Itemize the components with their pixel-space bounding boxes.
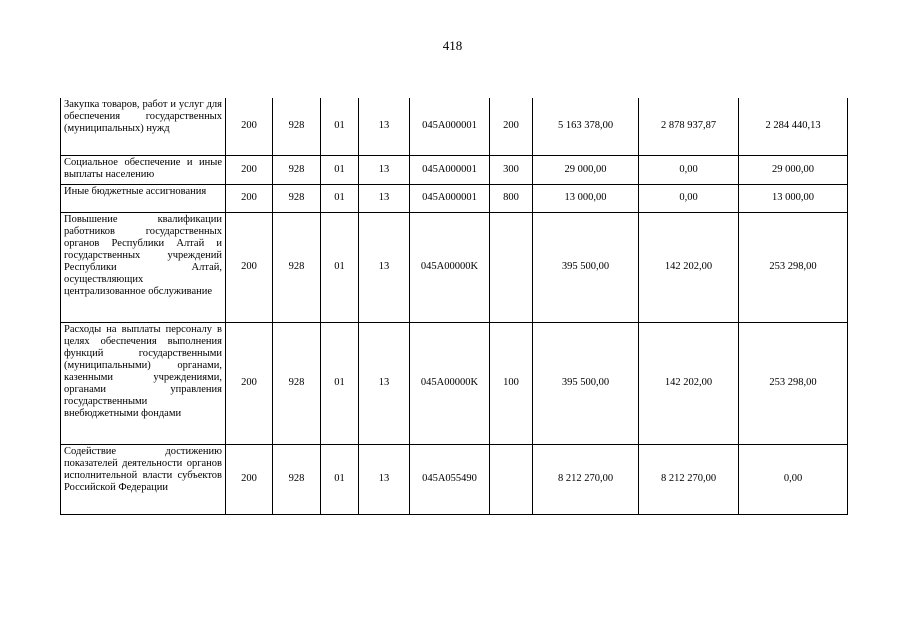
section-code: 01 [321, 98, 359, 155]
page-number: 418 [442, 38, 463, 53]
section-code: 01 [321, 444, 359, 514]
sum-executed: 2 878 937,87 [639, 98, 739, 155]
sum-total: 5 163 378,00 [533, 98, 639, 155]
admin-code: 928 [273, 184, 321, 212]
admin-code: 928 [273, 322, 321, 444]
ministry-code: 200 [226, 212, 273, 322]
expense-type [490, 212, 533, 322]
ministry-code: 200 [226, 184, 273, 212]
table-row [61, 155, 848, 184]
sum-remaining: 0,00 [739, 444, 848, 514]
ministry-code: 200 [226, 98, 273, 155]
subsection-code: 13 [359, 98, 410, 155]
section-code: 01 [321, 184, 359, 212]
sum-remaining: 253 298,00 [739, 322, 848, 444]
section-code: 01 [321, 212, 359, 322]
expense-type: 200 [490, 98, 533, 155]
sum-total: 395 500,00 [533, 322, 639, 444]
ministry-code: 200 [226, 322, 273, 444]
row-name: Социальное обеспечение и иные выплаты населению [61, 155, 226, 184]
sum-total: 29 000,00 [533, 155, 639, 184]
subsection-code: 13 [359, 184, 410, 212]
sum-executed: 142 202,00 [639, 212, 739, 322]
sum-total: 13 000,00 [533, 184, 639, 212]
row-name: Повышение квалификации работников государственных органов Республики Алтай и государственных учреждений Республики Алтай, осуществляющих централизованное обслуживание [61, 212, 226, 322]
sum-executed: 0,00 [639, 184, 739, 212]
row-name: Иные бюджетные ассигнования [61, 184, 226, 212]
table-row [61, 444, 848, 514]
admin-code: 928 [273, 98, 321, 155]
section-code: 01 [321, 155, 359, 184]
expense-type: 800 [490, 184, 533, 212]
subsection-code: 13 [359, 155, 410, 184]
table-row [61, 98, 848, 155]
sum-remaining: 253 298,00 [739, 212, 848, 322]
ministry-code: 200 [226, 155, 273, 184]
sum-executed: 8 212 270,00 [639, 444, 739, 514]
sum-total: 8 212 270,00 [533, 444, 639, 514]
sum-remaining: 29 000,00 [739, 155, 848, 184]
table-row [61, 212, 848, 322]
subsection-code: 13 [359, 322, 410, 444]
row-name: Содействие достижению показателей деятельности органов исполнительной власти субъектов Российской Федерации [61, 444, 226, 514]
target-article: 045A000001 [410, 155, 490, 184]
subsection-code: 13 [359, 444, 410, 514]
section-code: 01 [321, 322, 359, 444]
expense-type: 100 [490, 322, 533, 444]
target-article: 045A055490 [410, 444, 490, 514]
row-name: Расходы на выплаты персоналу в целях обеспечения выполнения функций государственными (муниципальными) органами, казенными учреждениями, органами управления государственными внебюджетными фондами [61, 322, 226, 444]
subsection-code: 13 [359, 212, 410, 322]
sum-remaining: 13 000,00 [739, 184, 848, 212]
admin-code: 928 [273, 444, 321, 514]
sum-remaining: 2 284 440,13 [739, 98, 848, 155]
sum-executed: 0,00 [639, 155, 739, 184]
admin-code: 928 [273, 212, 321, 322]
ministry-code: 200 [226, 444, 273, 514]
expense-type [490, 444, 533, 514]
target-article: 045A000001 [410, 184, 490, 212]
admin-code: 928 [273, 155, 321, 184]
target-article: 045A000001 [410, 98, 490, 155]
target-article: 045A00000K [410, 212, 490, 322]
row-name: Закупка товаров, работ и услуг для обеспечения государственных (муниципальных) нужд [61, 98, 226, 155]
table-row [61, 184, 848, 212]
sum-total: 395 500,00 [533, 212, 639, 322]
table-row [61, 322, 848, 444]
expense-type: 300 [490, 155, 533, 184]
target-article: 045A00000K [410, 322, 490, 444]
sum-executed: 142 202,00 [639, 322, 739, 444]
budget-table [60, 98, 848, 515]
